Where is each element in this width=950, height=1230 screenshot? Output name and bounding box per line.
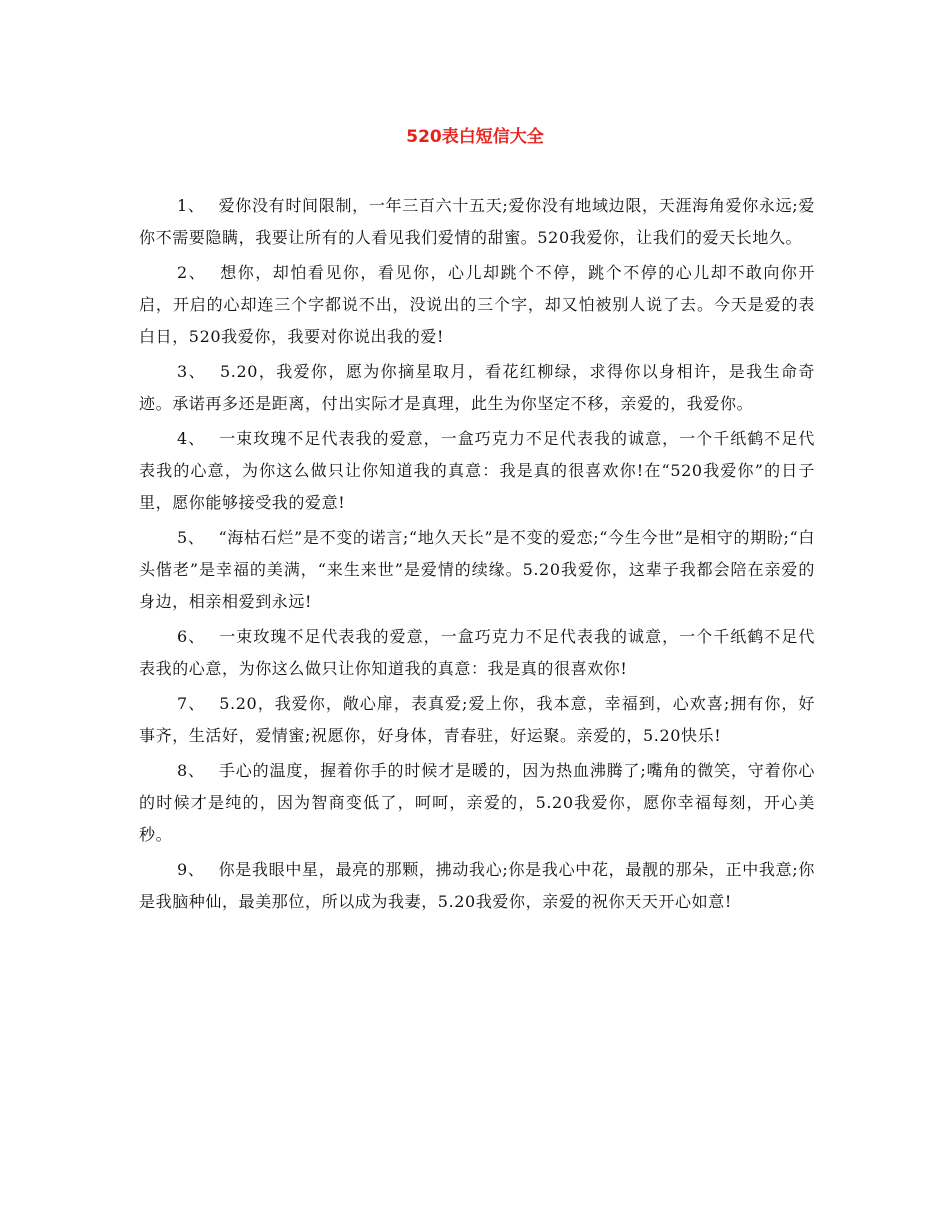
paragraph-8 [139, 755, 815, 851]
paragraph-text: 一束玫瑰不足代表我的爱意，一盒巧克力不足代表我的诚意，一个千纸鹤不足代表我的心意，为你这么做只让你知道我的真意：我是真的很喜欢你!在“520我爱你”的日子里，愿你能够接受我的爱意! [139, 429, 815, 512]
paragraph-text: 你是我眼中星，最亮的那颗，拂动我心;你是我心中花，最靓的那朵，正中我意;你是我脑种仙，最美那位，所以成为我妻，5.20我爱你，亲爱的祝你天天开心如意! [139, 860, 815, 911]
document-title: 520表白短信大全 [406, 127, 544, 147]
paragraph-text: 5.20，我爱你，敞心扉，表真爱;爱上你，我本意，幸福到，心欢喜;拥有你，好事齐，生活好，爱情蜜;祝愿你，好身体，青春驻，好运聚。亲爱的，5.20快乐! [139, 694, 815, 745]
paragraph-6 [139, 621, 815, 685]
paragraph-number: 9、 [177, 860, 205, 879]
paragraph-number: 7、 [177, 694, 206, 713]
paragraph-number: 4、 [177, 429, 206, 448]
paragraph-3 [139, 356, 815, 420]
paragraph-1 [139, 190, 815, 254]
paragraph-2 [139, 257, 815, 353]
paragraph-text: 想你，却怕看见你，看见你，心儿却跳个不停，跳个不停的心儿却不敢向你开启，开启的心却连三个字都说不出，没说出的三个字，却又怕被别人说了去。今天是爱的表白日，520我爱你，我要对你说出我的爱! [139, 263, 815, 346]
paragraph-number: 2、 [177, 263, 207, 282]
paragraph-7 [139, 688, 815, 752]
paragraph-4 [139, 423, 815, 519]
paragraph-number: 5、 [177, 528, 205, 547]
paragraph-text: 爱你没有时间限制，一年三百六十五天;爱你没有地域边限，天涯海角爱你永远;爱你不需要隐瞒，我要让所有的人看见我们爱情的甜蜜。520我爱你，让我们的爱天长地久。 [139, 196, 815, 247]
document-body [139, 190, 815, 921]
paragraph-number: 3、 [177, 362, 206, 381]
paragraph-number: 6、 [177, 627, 206, 646]
paragraph-text: 一束玫瑰不足代表我的爱意，一盒巧克力不足代表我的诚意，一个千纸鹤不足代表我的心意，为你这么做只让你知道我的真意：我是真的很喜欢你! [139, 627, 815, 678]
paragraph-9 [139, 854, 815, 918]
paragraph-text: 5.20，我爱你，愿为你摘星取月，看花红柳绿，求得你以身相许，是我生命奇迹。承诺再多还是距离，付出实际才是真理，此生为你坚定不移，亲爱的，我爱你。 [139, 362, 815, 413]
paragraph-text: “海枯石烂”是不变的诺言;“地久天长”是不变的爱恋;“今生今世”是相守的期盼;“白头偕老”是幸福的美满，“来生来世”是爱情的续缘。5.20我爱你，这辈子我都会陪在亲爱的身边，相亲相爱到永远! [139, 528, 815, 611]
paragraph-number: 1、 [177, 196, 205, 215]
paragraph-text: 手心的温度，握着你手的时候才是暖的，因为热血沸腾了;嘴角的微笑，守着你心的时候才是纯的，因为智商变低了，呵呵，亲爱的，5.20我爱你，愿你幸福每刻，开心美秒。 [139, 761, 815, 844]
paragraph-number: 8、 [177, 761, 205, 780]
paragraph-5 [139, 522, 815, 618]
